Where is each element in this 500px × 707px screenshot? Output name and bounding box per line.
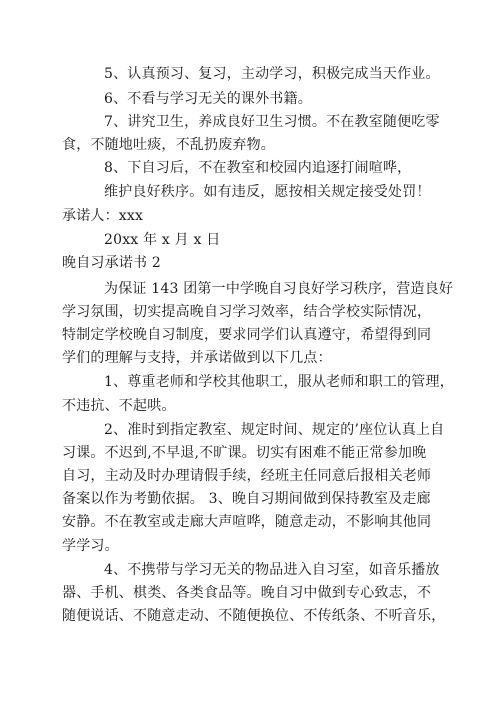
text-line-11: 学习氛围，切实提高晚自习学习效率，结合学校实际情况， [62, 304, 432, 320]
text-line-18: 自习，主动及时办理请假手续，经班主任同意后报相关老师 [62, 468, 432, 484]
date-line: 20xx 年 x 月 x 日 [104, 232, 221, 248]
text-line-23: 器、手机、棋类、各类食品等。晚自习中做到专心致志，不 [62, 585, 432, 601]
text-line-6: 维护良好秩序。如有违反，愿按相关规定接受处罚！ [104, 184, 431, 200]
text-line-20: 安静。不在教室或走廊大声喧哗，随意走动，不影响其他同 [62, 514, 432, 530]
text-line-13: 学们的理解与支持，并承诺做到以下几点： [62, 350, 332, 366]
text-line-19: 备案以作为考勤依据。 3、晚自习期间做到保持教室及走廊 [62, 491, 431, 507]
text-line-10: 为保证 143 团第一中学晚自习良好学习秩序，营造良好 [104, 281, 454, 297]
signatory-line: 承诺人：xxx [62, 208, 144, 224]
text-line-15: 不违抗、不起哄。 [62, 398, 176, 414]
section-title: 晚自习承诺书 2 [62, 255, 161, 271]
text-line-17: 习课。不迟到,不早退,不旷课。切实有困难不能正常参加晚 [62, 445, 427, 461]
text-line-12: 特制定学校晚自习制度，要求同学们认真遵守，希望得到同 [62, 327, 432, 343]
text-line-3: 7、讲究卫生，养成良好卫生习惯。不在教室随便吃零 [104, 114, 440, 130]
text-line-1: 5、认真预习、复习，主动学习，积极完成当天作业。 [104, 66, 440, 82]
text-line-16: 2、准时到指定教室、规定时间、规定的’座位认真上自 [104, 422, 445, 438]
text-line-24: 随便说话、不随意走动、不随便换位、不传纸条、不听音乐， [62, 608, 446, 624]
text-line-5: 8、下自习后，不在教室和校园内追逐打闹喧哗， [104, 160, 412, 176]
text-line-21: 学学习。 [62, 538, 119, 554]
text-line-2: 6、不看与学习无关的课外书籍。 [104, 91, 312, 107]
text-line-4: 食，不随地吐痰，不乱扔废弃物。 [62, 137, 275, 153]
text-line-22: 4、不携带与学习无关的物品进入自习室，如音乐播放 [104, 562, 440, 578]
text-line-14: 1、尊重老师和学校其他职工，服从老师和职工的管理， [104, 374, 454, 390]
